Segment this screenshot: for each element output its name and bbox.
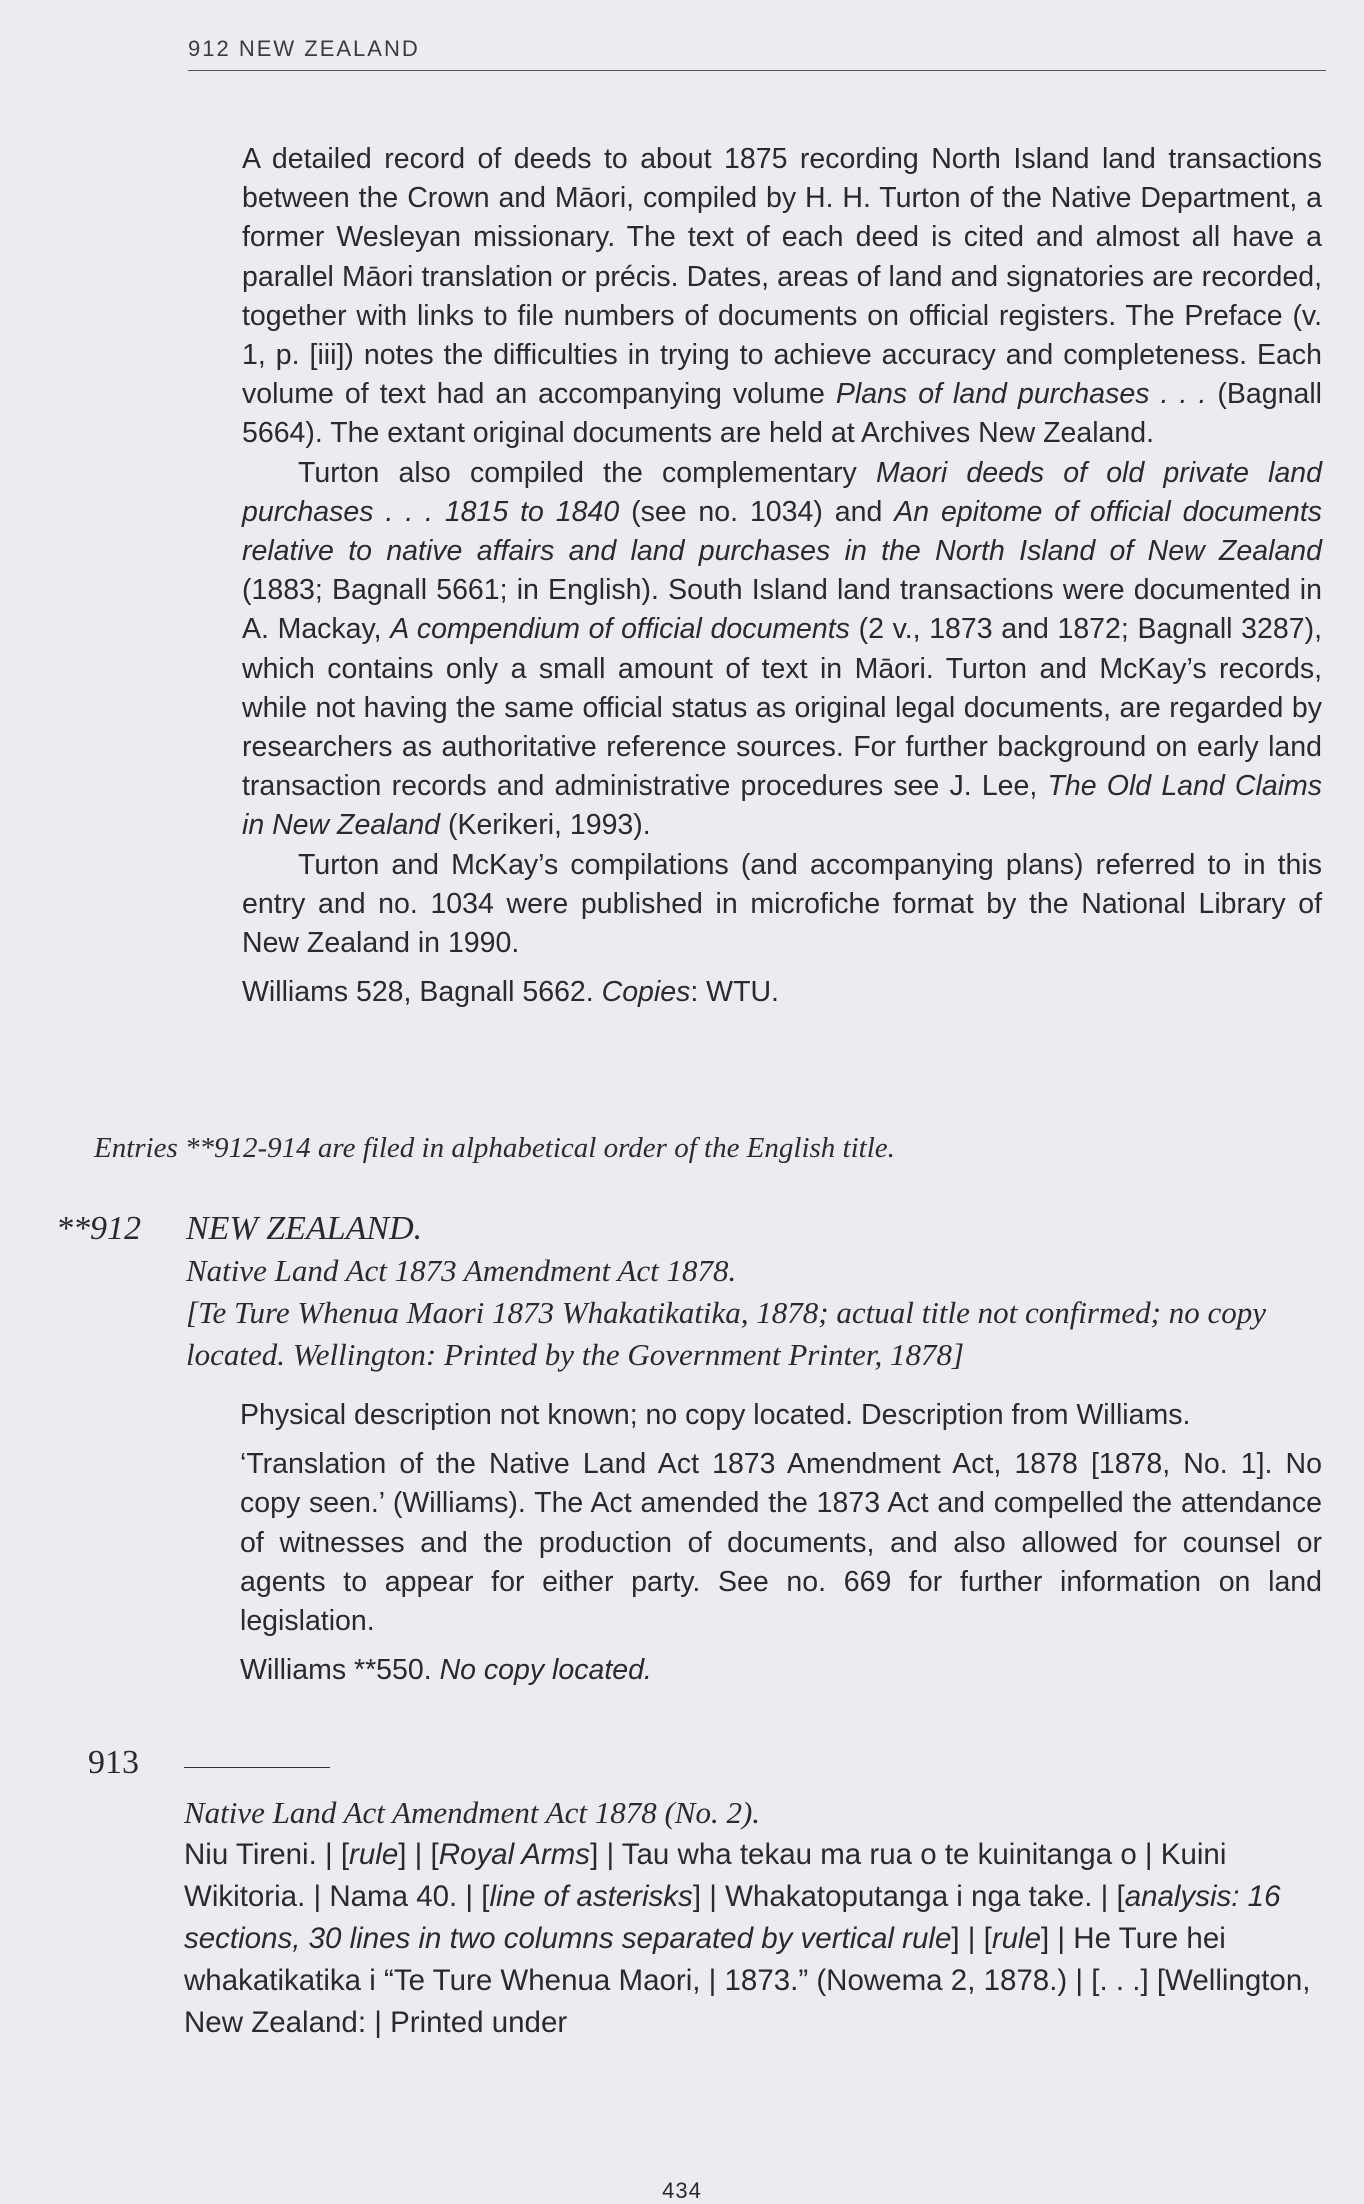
entry-912-number: **912 xyxy=(56,1210,141,1247)
running-head: 912 NEW ZEALAND xyxy=(188,36,1326,71)
entry-912-heading xyxy=(186,1208,1326,1376)
entry-913-content xyxy=(184,1744,1326,2044)
entry-913-body: Niu Tireni. | [rule] | [Royal Arms] | Tau wha tekau ma rua o te kuinitanga o | Kuini Wikitoria. | Nama 40. | [line of asterisks] | Whakatoputanga i nga take. | [analysis: 16 sections, 30 lines in two columns separated by vertical rule] | [rule] | He Ture hei whakatikatika i “Te Ture Whenua Maori, | 1873.” (Nowema 2, 1878.) | [. . .] [Wellington, New Zealand: | Printed under xyxy=(184,1838,1311,2039)
repeat-heading-dash xyxy=(184,1767,330,1768)
entry-912-notes xyxy=(240,1396,1322,1700)
entry-912-body: ‘Translation of the Native Land Act 1873 Amendment Act, 1878 [1878, No. 1]. No copy seen.’ (Williams). The Act amended the 1873 Act and compelled the attendance of witnesses and the production of documents, and also allowed for counsel or agents to appear for either party. See no. 669 for further information on land legislation. xyxy=(240,1448,1322,1638)
entry-912-title: NEW ZEALAND. xyxy=(186,1210,423,1247)
filing-note: Entries **912-914 are filed in alphabetical order of the English title. xyxy=(94,1132,895,1164)
entry-912-physical: Physical description not known; no copy located. Description from Williams. xyxy=(240,1399,1191,1431)
intro-paragraph-1: A detailed record of deeds to about 1875 recording North Island land transactions between the Crown and Māori, compiled by H. H. Turton of the Native Department, a former Wesleyan missionary. The text of each deed is cited and almost all have a parallel Māori translation or précis. Dates, areas of land and signatories are recorded, together with links to file numbers of documents on official registers. The Preface (v. 1, p. [iii]) notes the difficulties in trying to achieve accuracy and completeness. Each volume of text had an accompanying volume Plans of land purchases . . . (Bagnall 5664). The extant original documents are held at Archives New Zealand. xyxy=(242,143,1322,450)
page-number: 434 xyxy=(662,2178,702,2203)
intro-references: Williams 528, Bagnall 5662. Copies: WTU. xyxy=(242,976,779,1009)
entry-913-number: 913 xyxy=(88,1744,139,1781)
entry-912-subtitle: Native Land Act 1873 Amendment Act 1878. xyxy=(186,1253,737,1288)
intro-paragraph-2: Turton also compiled the complementary Maori deeds of old private land purchases . . . 1815 to 1840 (see no. 1034) and An epitome of official documents relative to native affairs and land purchases in the North Island of New Zealand (1883; Bagnall 5661; in English). South Island land transactions were documented in A. Mackay, A compendium of official documents (2 v., 1873 and 1872; Bagnall 3287), which contains only a small amount of text in Māori. Turton and McKay’s records, while not having the same official status as original legal documents, are regarded by researchers as authoritative reference sources. For further background on early land transaction records and administrative procedures see J. Lee, The Old Land Claims in New Zealand (Kerikeri, 1993). xyxy=(242,456,1323,842)
entry-913-title: Native Land Act Amendment Act 1878 (No. 2). xyxy=(184,1795,761,1830)
intro-text xyxy=(242,140,1322,1012)
intro-paragraph-3: Turton and McKay’s compilations (and accompanying plans) referred to in this entry and no. 1034 were published in microfiche format by the National Library of New Zealand in 1990. xyxy=(242,848,1322,960)
entry-912-bracket-title: [Te Ture Whenua Maori 1873 Whakatikatika, 1878; actual title not confirmed; no copy located. Wellington: Printed by the Government Printer, 1878] xyxy=(186,1295,1266,1372)
entry-912-refs: Williams **550. No copy located. xyxy=(240,1654,652,1687)
